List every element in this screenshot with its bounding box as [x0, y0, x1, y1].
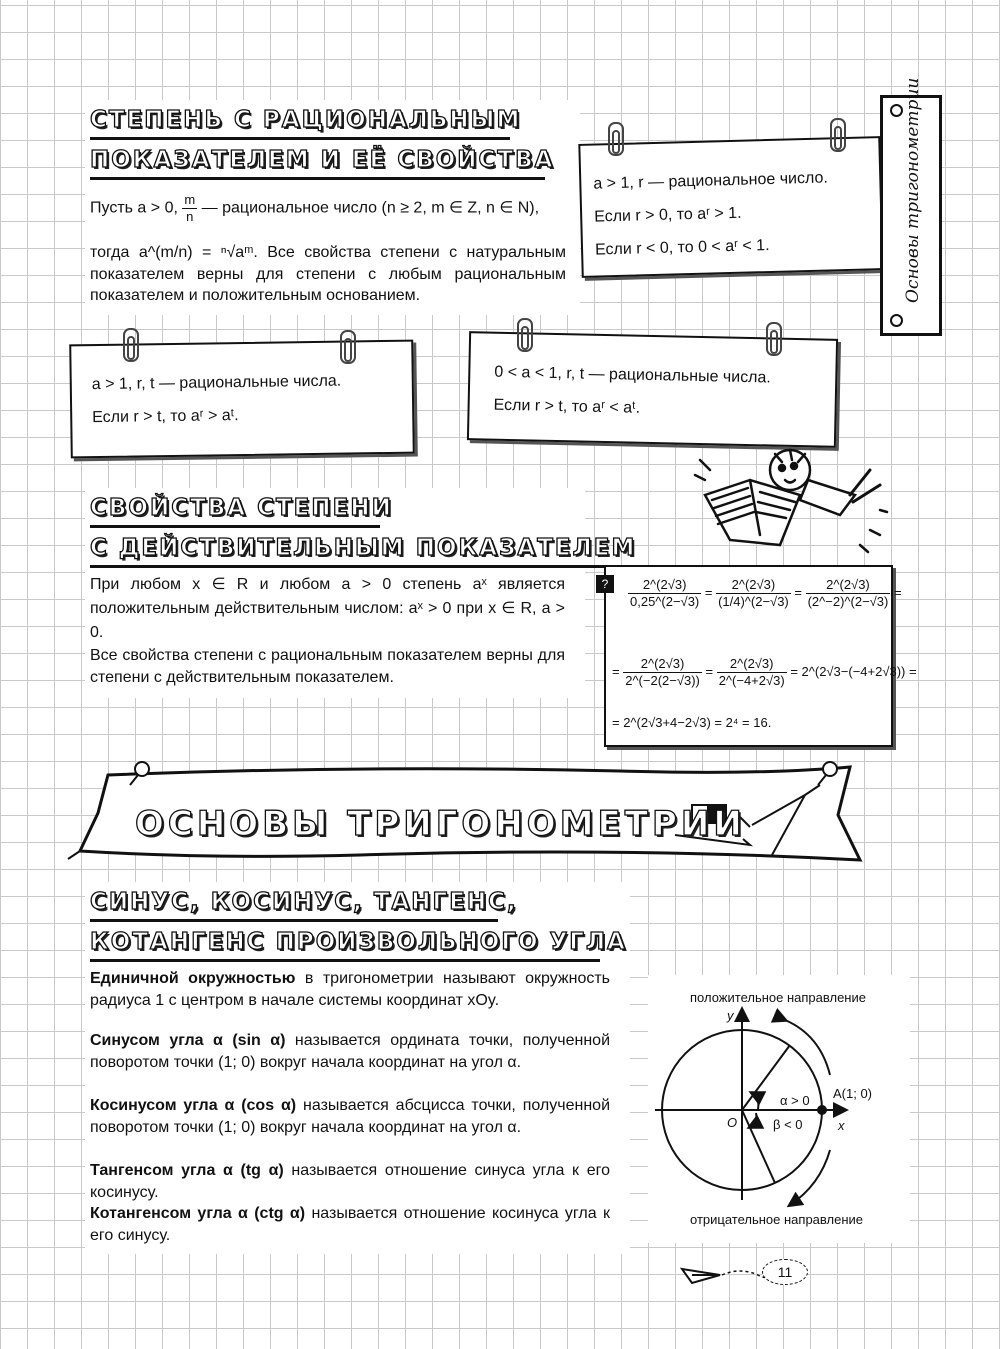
rule-top-line3: Если r < 0, то 0 < aʳ < 1. — [594, 237, 770, 259]
page-number: 11 — [762, 1259, 808, 1285]
definition-cosine — [90, 1095, 610, 1138]
example-row1: $\frac{2\^{}(2√3)}{0,25\^{}(2-√3)}$ = $\frac{2\^{}(2√3)}{(1/4)\^{}(2-√3)}$ = $\frac{2\^{}(2√3)}{(2\^{}-2)\^{}(2-√3)}$ = — [630, 577, 902, 609]
beta-radius — [742, 1110, 775, 1183]
section1-title-underline1 — [90, 137, 510, 140]
negative-direction-label: отрицательное направление — [690, 1212, 863, 1227]
example-frac — [716, 577, 791, 610]
section1-title-line2: ПОКАЗАТЕЛЕМ И ЕЁ СВОЙСТВА — [90, 147, 555, 173]
frac-den: 0,25^(2−√3) — [630, 594, 700, 609]
example-frac — [806, 577, 891, 610]
definition-cotangent — [90, 1203, 610, 1246]
definition-unit-circle — [90, 968, 610, 1011]
rule-top-line2: Если r > 0, то aʳ > 1. — [593, 204, 742, 226]
section1-p2-end: Все свойства степени с натуральным показателем верны для степени с любым рациональным показателем и положительным основанием. — [90, 244, 567, 304]
section1-title-underline2 — [90, 177, 545, 180]
beta-arc — [750, 1113, 756, 1127]
example-row2-tail: = 2^(2√3−(−4+2√3)) = — [790, 663, 917, 679]
rule-box-left — [69, 340, 415, 459]
section2-title-line2: С ДЕЙСТВИТЕЛЬНЫМ ПОКАЗАТЕЛЕМ — [90, 535, 637, 561]
section2-p1: При любом x ∈ R и любом a > 0 степень aˣ является положительным действительным числом: aˣ > 0 при x ∈ R, a > 0. — [90, 576, 565, 641]
alpha-label: α > 0 — [780, 1093, 810, 1108]
frac-den: n — [186, 209, 194, 224]
section2-title-underline1 — [90, 525, 380, 528]
frac-num: 2^(2√3) — [716, 577, 791, 594]
section3-title — [90, 882, 627, 962]
example-frac — [623, 656, 702, 689]
rule-box-top — [578, 136, 883, 278]
section1-title — [90, 100, 554, 180]
section2-p2: Все свойства степени с рациональным показателем верны для степени с действительным показателем. — [90, 647, 565, 686]
section2-title-line1: СВОЙСТВА СТЕПЕНИ — [90, 495, 393, 521]
section2-title — [90, 488, 636, 568]
section1-p1-end: — рациональное число (n ≥ 2, m ∈ Z, n ∈ N), — [201, 199, 540, 217]
frac-num: 2^(2√3) — [623, 656, 702, 673]
rule-right-line1: 0 < a < 1, r, t — рациональные числа. — [494, 363, 772, 387]
def-text: называется ордината точки, полученной поворотом точки (1; 0) вокруг начала координат на угол α. — [90, 1032, 610, 1071]
example-frac — [717, 656, 787, 689]
def-term: Синусом угла α (sin α) — [90, 1032, 286, 1049]
frac-den: 2^(−4+2√3) — [718, 673, 785, 688]
section1-p1 — [90, 192, 566, 225]
root-formula: a^(m/n) = ⁿ√aᵐ. — [138, 244, 258, 261]
section3-title-line2: КОТАНГЕНС ПРОИЗВОЛЬНОГО УГЛА — [90, 929, 627, 955]
section3-title-line1: СИНУС, КОСИНУС, ТАНГЕНС, — [90, 889, 518, 915]
frac-num: 2^(2√3) — [806, 577, 891, 594]
rule-left-line2: Если r > t, то aʳ > aᵗ. — [92, 407, 239, 427]
section3-title-underline2 — [90, 959, 600, 962]
definition-sine — [90, 1030, 610, 1073]
frac-den: 2^(−2(2−√3)) — [625, 673, 700, 688]
section1-p1-start: Пусть a > 0, — [90, 199, 178, 217]
side-tab — [880, 77, 942, 336]
key-icon: ? — [596, 575, 614, 593]
def-term: Котангенсом угла α (ctg α) — [90, 1205, 306, 1222]
def-text: называется отношение косинуса угла к его синусу. — [90, 1205, 610, 1244]
paper-clip-icon — [766, 322, 782, 356]
definition-tangent — [90, 1160, 610, 1203]
example-frac — [628, 577, 701, 610]
def-term: Единичной окружностью — [90, 970, 296, 987]
frac-num: 2^(2√3) — [717, 656, 787, 673]
hole-icon — [890, 314, 903, 327]
hole-icon — [890, 104, 903, 117]
def-text: называется отношение синуса угла к его косинусу. — [90, 1162, 610, 1201]
point-a-label: A(1; 0) — [833, 1086, 873, 1101]
section1-p2-start: тогда — [90, 244, 130, 261]
section1-p2 — [90, 242, 566, 307]
example-row3: = 2^(2√3+4−2√3) = 2⁴ = 16. — [612, 715, 772, 730]
paper-clip-icon — [517, 318, 533, 352]
banner-title: ОСНОВЫ ТРИГОНОМЕТРИИ — [135, 804, 746, 844]
negative-arrow — [790, 1150, 830, 1205]
y-axis-label: y — [727, 1008, 734, 1023]
section3-title-underline1 — [90, 919, 498, 922]
example-row2: = $\frac{2\^{}(2√3)}{2\^{}(-2(2-√3))}$ = $\frac{2\^{}(2√3)}{2\^{}(-4+2√3)}$ = 2^(2√3−(−4+2√3)) = — [612, 656, 917, 688]
origin-label: O — [727, 1115, 738, 1130]
side-tab-label: Основы тригонометрии — [903, 77, 923, 303]
x-axis-label: x — [838, 1118, 845, 1133]
def-text: называется абсцисса точки, полученной поворотом точки (1; 0) вокруг начала координат на угол α. — [90, 1097, 610, 1136]
frac-den: (2^−2)^(2−√3) — [807, 594, 889, 609]
rule-top-line1: a > 1, r — рациональное число. — [593, 169, 829, 193]
def-text: в тригонометрии называют окружность радиуса 1 с центром в начале системы координат xOy. — [90, 970, 611, 1009]
positive-direction-label: положительное направление — [690, 990, 866, 1005]
def-term: Тангенсом угла α (tg α) — [90, 1162, 284, 1179]
def-term: Косинусом угла α (cos α) — [90, 1097, 297, 1114]
paper-clip-icon — [123, 328, 139, 362]
frac-num: m — [184, 192, 196, 207]
m-over-n-fraction — [182, 192, 197, 225]
beta-label: β < 0 — [773, 1117, 803, 1132]
frac-num: 2^(2√3) — [628, 577, 701, 594]
paper-clip-icon — [830, 118, 846, 152]
point-a — [817, 1105, 827, 1115]
section2-title-underline2 — [90, 565, 608, 568]
rule-right-line2: Если r > t, то aʳ < aᵗ. — [493, 396, 641, 417]
section1-title-line1: СТЕПЕНЬ С РАЦИОНАЛЬНЫМ — [90, 107, 522, 133]
rule-left-line1: a > 1, r, t — рациональные числа. — [91, 372, 342, 394]
frac-den: (1/4)^(2−√3) — [718, 594, 789, 609]
paper-clip-icon — [340, 330, 356, 364]
reading-boy-illustration — [690, 440, 890, 565]
paper-clip-icon — [608, 122, 624, 156]
